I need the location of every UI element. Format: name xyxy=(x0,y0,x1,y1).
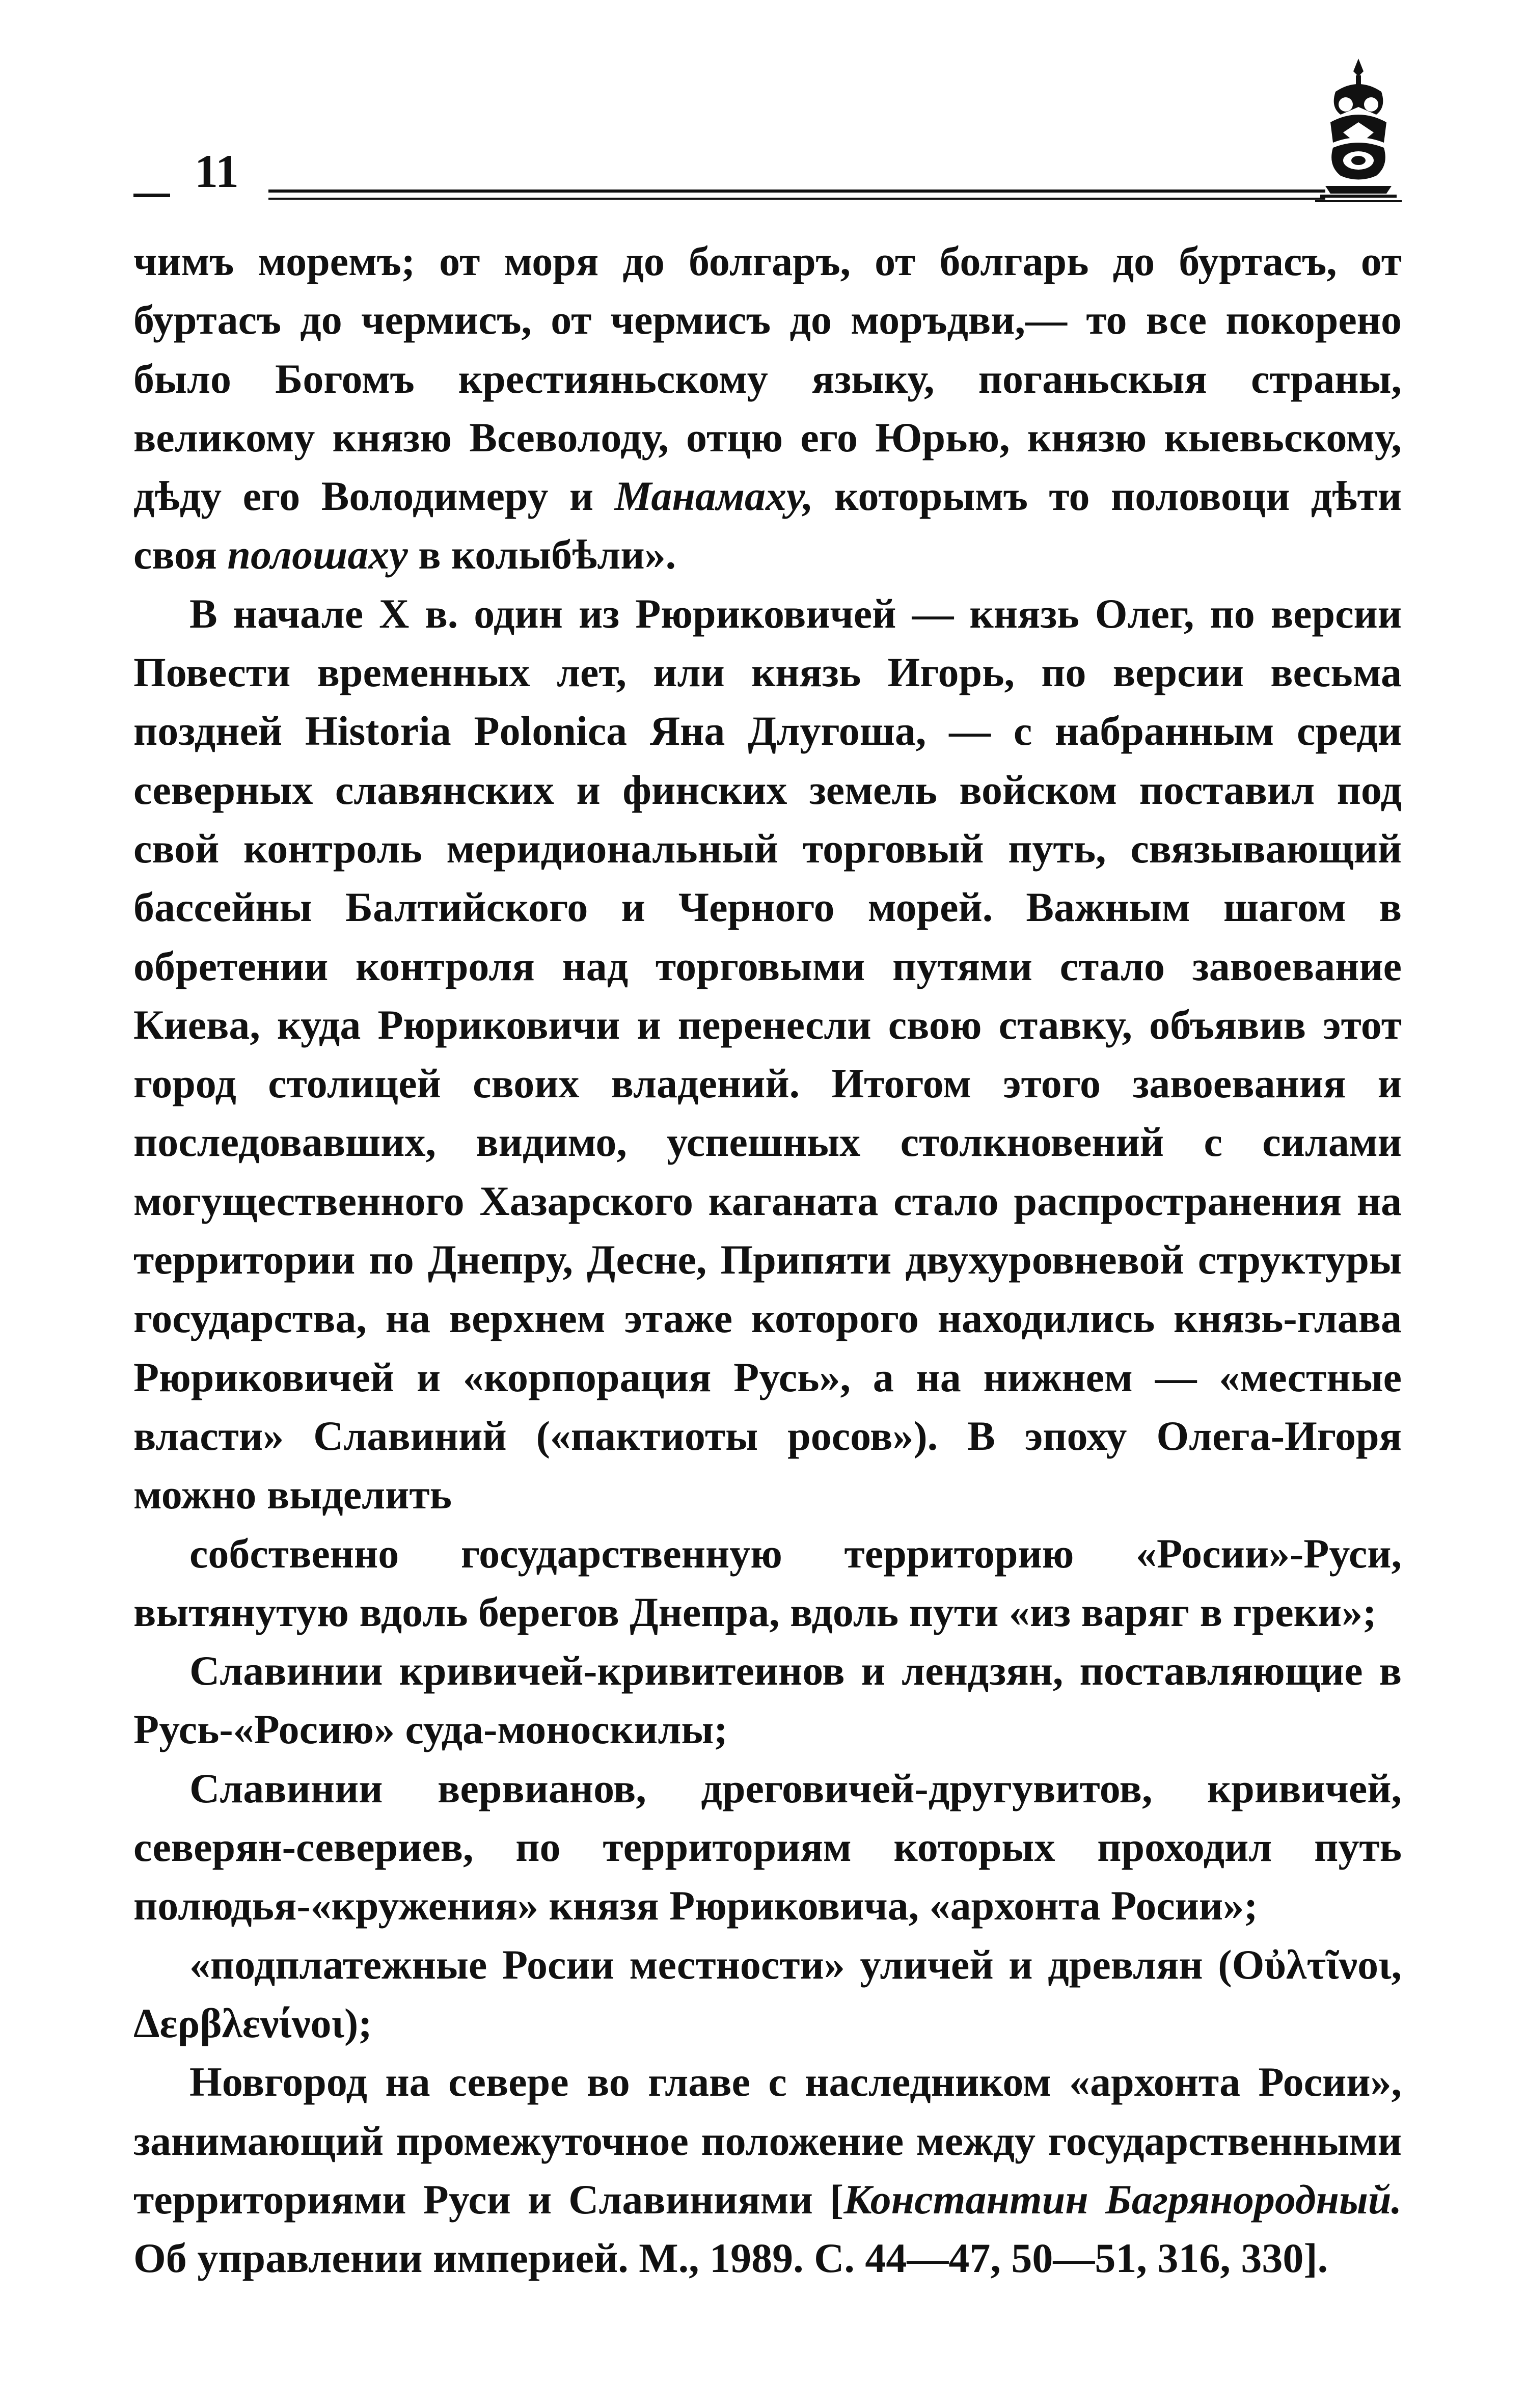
paragraph-main: В начале X в. один из Рюриковичей — князь Олег, по версии Повести временных лет, или князь Игорь, по версии весьма поздней Historia Polonica Яна Длугоша, — с набранным среди северных славянских и финских земель войском поставил под свой контроль меридиональный торговый путь, связывающий бассейны Балтийского и Черного морей. Важным шагом в обретении контроля над торговыми путями стало завоевание Киева, куда Рюриковичи и перенесли свою ставку, объявив этот город столицей своих владений. Итогом этого завоевания и последовавших, видимо, успешных столкновений с силами могущественного Хазарского каганата стало распространения на территории по Днепру, Десне, Припяти двухуровневой структуры государства, на верхнем этаже которого находились князь-глава Рюриковичей и «корпорация Русь», а на нижнем — «местные власти» Славиний («пактиоты росов»). В эпоху Олега-Игоря можно выделить xyxy=(133,590,1402,1518)
header-rule xyxy=(268,190,1325,200)
italic-text-run: полошаху xyxy=(227,531,408,578)
decorative-emblem-icon xyxy=(1315,56,1402,209)
text-run: в колыбѣли». xyxy=(407,531,676,578)
text-run: Об управлении империей. М., 1989. С. 44—47, 50—51, 316, 330]. xyxy=(133,2235,1328,2282)
text-run: чимъ моремъ; от моря до болгаръ, от болгарь до буртасъ, от буртасъ до чермисъ, от чермисъ до моръдви,— то все покорено было Богомъ крестияньскому языку, поганьскыя страны, великому князю Всеволоду, отцю его Юрью, князю кыевьскому, дѣду его Володимеру и xyxy=(133,238,1402,520)
text-run: которымъ то половоци дѣти своя xyxy=(133,473,1402,578)
italic-text-run: Константин Багрянородный. xyxy=(843,2176,1402,2223)
list-item-state-territory: собственно государственную территорию «Росии»-Руси, вытянутую вдоль берегов Днепра, вдоль пути «из варяг в греки»; xyxy=(133,1530,1402,1635)
page-header xyxy=(133,56,1402,209)
body-text xyxy=(133,232,1402,2287)
header-dash xyxy=(133,194,170,197)
list-item-slavinii-vervians: Славинии вервианов, дреговичей-другувитов, кривичей, северян-севериев, по территориям которых проходил путь полюдья-«кружения» князя Рюриковича, «архонта Росии»; xyxy=(133,1765,1402,1929)
list-item-novgorod xyxy=(133,2052,1402,2287)
page-number: 11 xyxy=(195,145,239,197)
italic-text-run: Манамаху, xyxy=(614,473,813,520)
list-item-slavinii-krivichi: Славинии кривичей-кривитеинов и лендзян, поставляющие в Русь-«Росию» суда-моноскилы; xyxy=(133,1647,1402,1753)
list-item-tributary-lands: «подплатежные Росии местности» уличей и древлян (Οὐλτῖνοι, Δερβλενίνοι); xyxy=(133,1941,1402,2046)
text-run: Новгород на севере во главе с наследником «архонта Росии», занимающий промежуточное положение между государственными территориями Руси и Славиниями [ xyxy=(133,2059,1402,2223)
paragraph-quote-continuation xyxy=(133,232,1402,584)
